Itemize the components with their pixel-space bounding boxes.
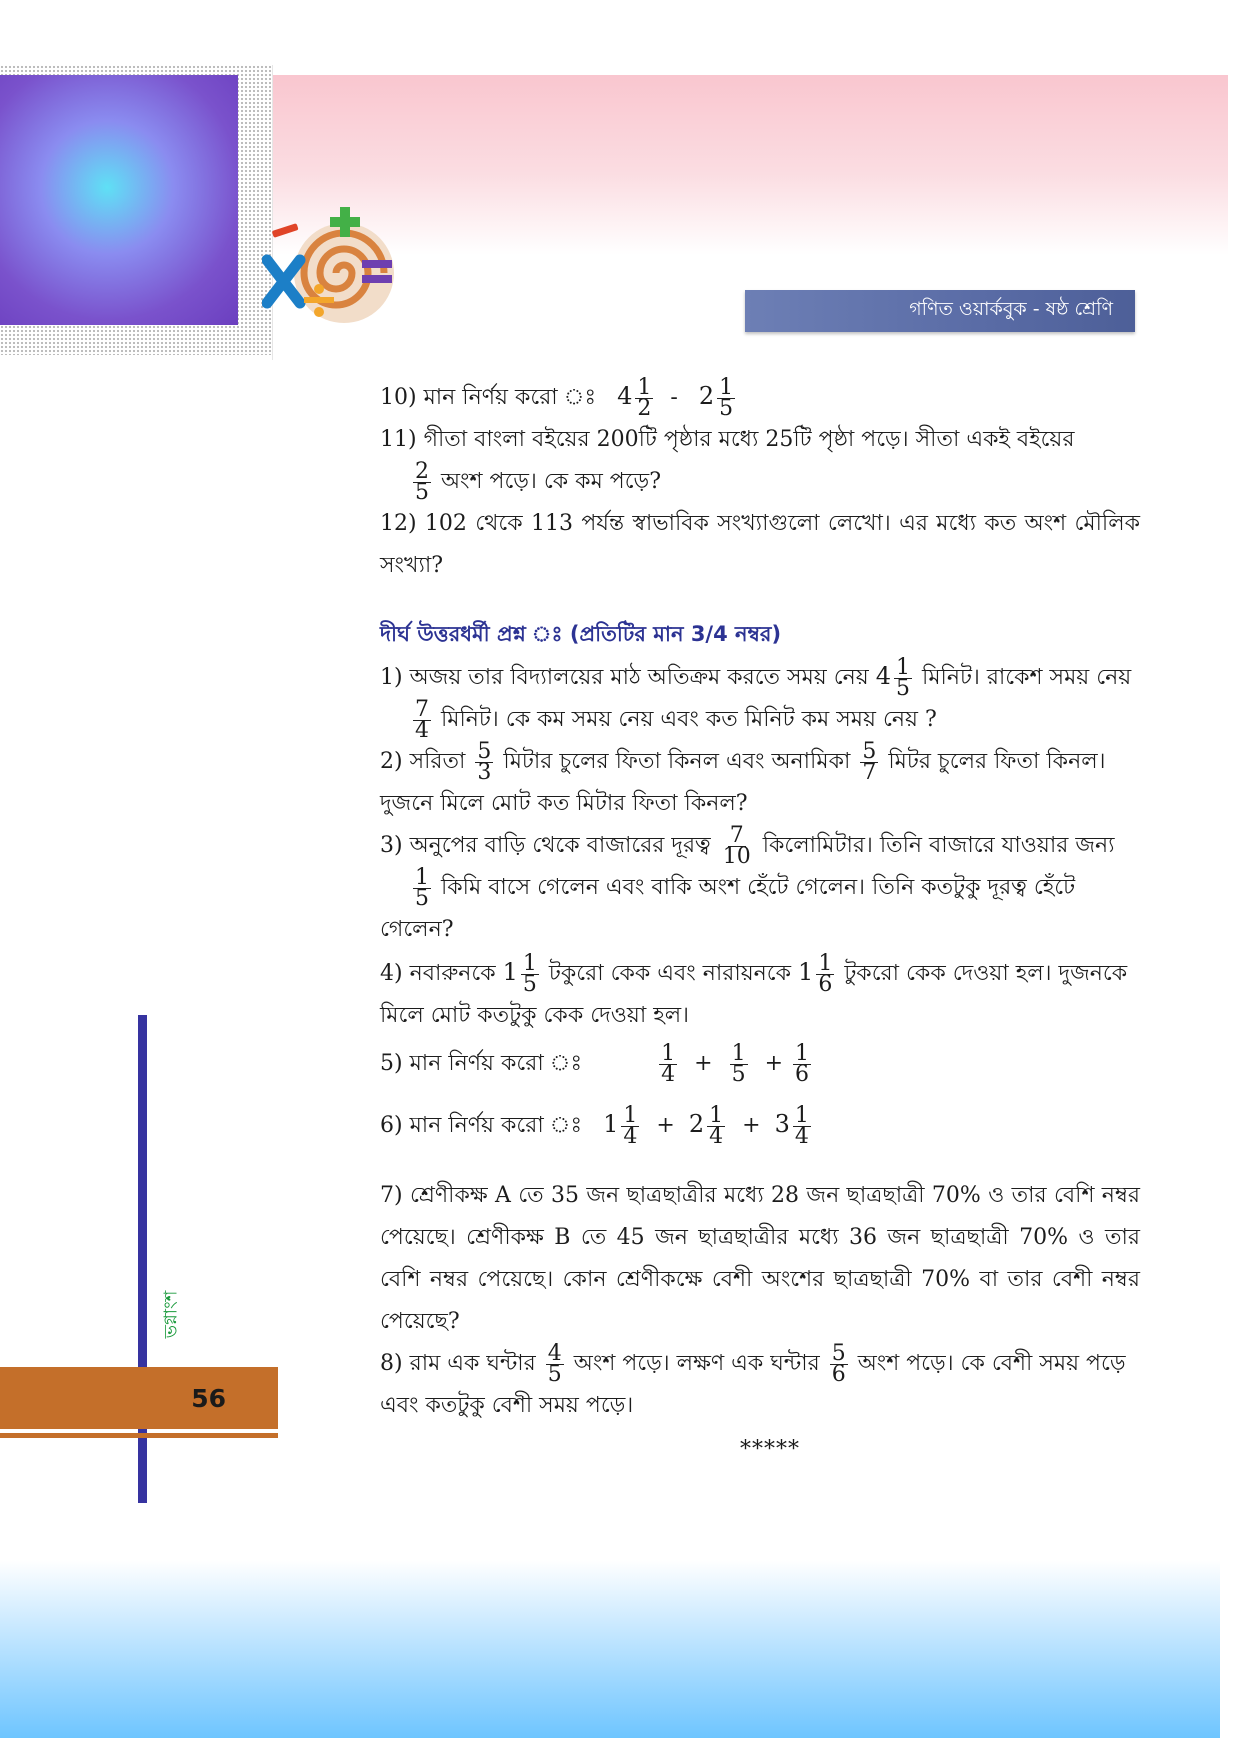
workbook-title-banner (745, 290, 1135, 332)
question-list (380, 375, 1140, 1471)
long-question-4: 4) নবারুনকে 1 $\frac{1}{5}$ টকুরো কেক এবং নারায়নকে 1 $\frac{1}{6}$ টুকরো কেক দেওয়া হল। দুজনকে (380, 950, 1128, 997)
fraction: $\frac{1}{6}$ (818, 950, 833, 997)
fraction: $\frac{1}{5}$ (731, 1040, 746, 1087)
question-11-cont: $\frac{2}{5}$ অংশ পড়ে। কে কম পড়ে? (415, 458, 662, 505)
fraction: $\frac{1}{4}$ (709, 1102, 724, 1149)
footer-gradient-band (0, 1560, 1220, 1738)
decorative-gradient-square (0, 75, 238, 325)
fraction: $\frac{2}{5}$ (415, 458, 429, 505)
page-tab-underline (0, 1433, 278, 1438)
fraction: $\frac{7}{10}$ (722, 822, 751, 869)
fraction: $\frac{5}{6}$ (831, 1340, 846, 1387)
section-heading: দীর্ঘ উত্তরধর্মী প্রশ্ন ঃ (প্রতিটির মান 3/4 নম্বর) (380, 622, 782, 646)
fraction: $\frac{4}{5}$ (547, 1340, 562, 1387)
long-question-3-cont: $\frac{1}{5}$ কিমি বাসে গেলেন এবং বাকি অংশ হেঁটে গেলেন। তিনি কতটুকু দূরত্ব হেঁটে (415, 864, 1076, 911)
long-question-1: 1) অজয় তার বিদ্যালয়ের মাঠ অতিক্রম করতে সময় নেয় 4 $\frac{1}{5}$ মিনিট। রাকেশ সময় নেয় (380, 654, 1132, 701)
chapter-side-label (158, 1275, 198, 1345)
long-question-8-cont: এবং কতটুকু বেশী সময় পড়ে। (380, 1393, 634, 1418)
fraction: $\frac{1}{4}$ (661, 1040, 676, 1087)
page-number-tab (0, 1367, 278, 1429)
fraction: $\frac{1}{5}$ (719, 374, 734, 421)
math-symbols-icon (262, 205, 417, 335)
side-vertical-bar (138, 1015, 147, 1503)
long-question-6: 6) মান নির্ণয় করো ঃ 1 $\frac{1}{4}$ + 2 $\frac{1}{4}$ + 3 $\frac{1}{4}$ (380, 1102, 809, 1149)
long-question-2: 2) সরিতা $\frac{5}{3}$ মিটার চুলের ফিতা কিনল এবং অনামিকা $\frac{5}{7}$ মিটর চুলের ফিতা কিনল। (380, 738, 1106, 785)
fraction: $\frac{1}{5}$ (415, 864, 429, 911)
long-question-4-cont: মিলে মোট কতটুকু কেক দেওয়া হল। (380, 1003, 690, 1028)
fraction: $\frac{7}{4}$ (415, 696, 429, 743)
fraction: $\frac{5}{7}$ (862, 738, 877, 785)
fraction: $\frac{1}{5}$ (522, 950, 537, 997)
long-question-3: 3) অনুপের বাড়ি থেকে বাজারের দূরত্ব $\frac{7}{10}$ কিলোমিটার। তিনি বাজারে যাওয়ার জন্য (380, 822, 1115, 869)
question-10: 10) মান নির্ণয় করো ঃ 4 $\frac{1}{2}$ - 2 $\frac{1}{5}$ (380, 374, 734, 421)
fraction: $\frac{1}{5}$ (896, 654, 911, 701)
long-question-2-cont: দুজনে মিলে মোট কত মিটার ফিতা কিনল? (380, 791, 748, 816)
long-question-7: 7) শ্রেণীকক্ষ A তে 35 জন ছাত্রছাত্রীর মধ্যে 28 জন ছাত্রছাত্রী 70% ও তার বেশি নম্বর পেয়েছে। শ্রেণীকক্ষ B তে 45 জন ছাত্রছাত্রীর মধ্যে 36 জন ছাত্রছাত্রী 70% ও তার বেশি নম্বর পেয়েছে। কোন শ্রেণীকক্ষে বেশী অংশের ছাত্রছাত্রী 70% বা তার বেশী নম্বর পেয়েছে? (380, 1183, 1141, 1334)
long-question-5: 5) মান নির্ণয় করো ঃ $\frac{1}{4}$ + $\frac{1}{5}$ + $\frac{1}{6}$ (380, 1040, 810, 1087)
fraction: $\frac{5}{3}$ (477, 738, 492, 785)
fraction: $\frac{1}{4}$ (623, 1102, 638, 1149)
fraction: $\frac{1}{4}$ (794, 1102, 809, 1149)
fraction: $\frac{1}{6}$ (795, 1040, 810, 1087)
chapter-name: ভগ্নাংশ (160, 1290, 182, 1339)
question-11: 11) গীতা বাংলা বইয়ের 200টি পৃষ্ঠার মধ্যে 25টি পৃষ্ঠা পড়ে। সীতা একই বইয়ের (380, 427, 1075, 452)
long-question-8: 8) রাম এক ঘন্টার $\frac{4}{5}$ অংশ পড়ে। লক্ষণ এক ঘন্টার $\frac{5}{6}$ অংশ পড়ে। কে বেশী সময় পড়ে (380, 1340, 1126, 1387)
page-number: 56 (191, 1383, 226, 1413)
question-12: 12) 102 থেকে 113 পর্যন্ত স্বাভাবিক সংখ্যাগুলো লেখো। এর মধ্যে কত অংশ মৌলিক সংখ্যা? (380, 511, 1140, 578)
fraction: $\frac{1}{2}$ (637, 374, 652, 421)
long-question-3-end: গেলেন? (380, 917, 454, 942)
long-question-1-cont: $\frac{7}{4}$ মিনিট। কে কম সময় নেয় এবং কত মিনিট কম সময় নেয় ? (415, 696, 937, 743)
workbook-title: গণিত ওয়ার্কবুক - ষষ্ঠ শ্রেণি (909, 298, 1113, 320)
end-stars: ***** (740, 1437, 800, 1462)
